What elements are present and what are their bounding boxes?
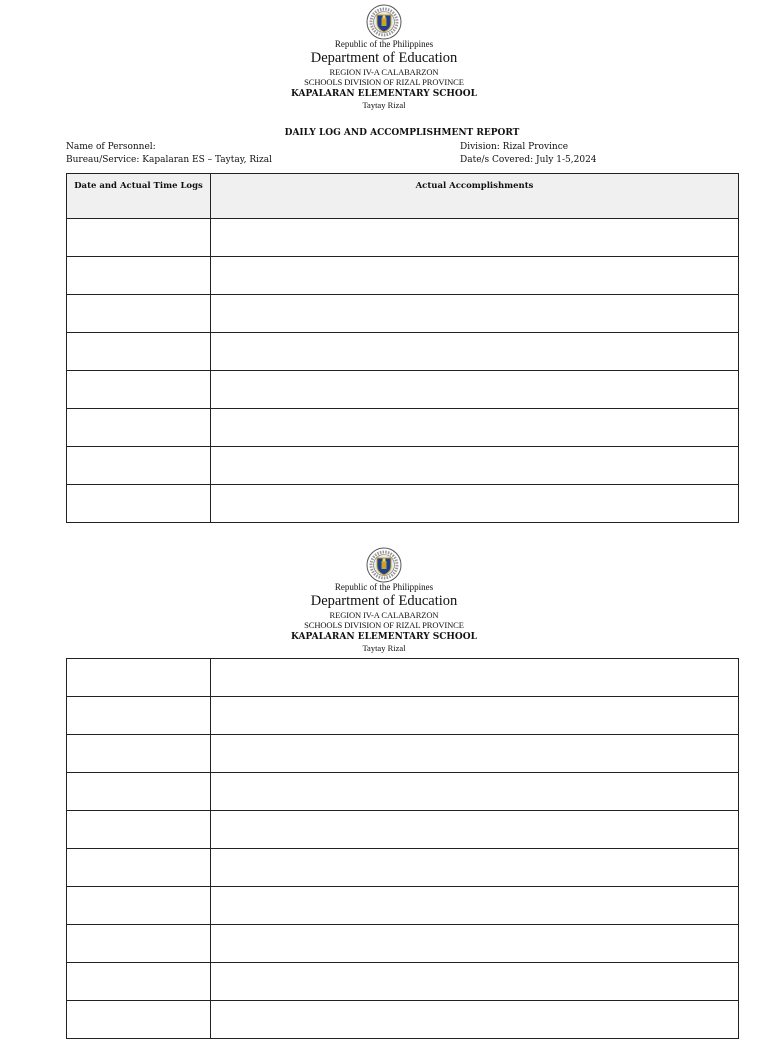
region-label: REGION IV-A CALABARZON xyxy=(329,66,439,77)
table-row xyxy=(67,887,739,925)
table-row xyxy=(67,447,739,485)
table-row xyxy=(67,409,739,447)
date-cell[interactable] xyxy=(67,735,211,773)
deped-seal-icon xyxy=(366,4,402,40)
accomplishment-cell[interactable] xyxy=(211,849,739,887)
table-row xyxy=(67,1001,739,1039)
date-cell[interactable] xyxy=(67,295,211,333)
date-cell[interactable] xyxy=(67,447,211,485)
accomplishment-cell[interactable] xyxy=(211,219,739,257)
table-row xyxy=(67,849,739,887)
column-header-accomplishments: Actual Accomplishments xyxy=(211,174,739,219)
name-of-personnel-label: Name of Personnel: xyxy=(66,142,156,152)
deped-seal-icon xyxy=(366,547,402,583)
town-label: Taytay Rizal xyxy=(362,99,406,110)
division-info-label: Division: Rizal Province xyxy=(460,142,569,152)
table-row xyxy=(67,333,739,371)
accomplishment-cell[interactable] xyxy=(211,659,739,697)
table-row xyxy=(67,697,739,735)
date-cell[interactable] xyxy=(67,333,211,371)
accomplishment-cell[interactable] xyxy=(211,735,739,773)
page-header xyxy=(0,547,768,652)
table-row xyxy=(67,811,739,849)
town-label: Taytay Rizal xyxy=(362,642,406,653)
bureau-service-label: Bureau/Service: Kapalaran ES – Taytay, Rizal xyxy=(66,155,272,165)
table-row xyxy=(67,257,739,295)
date-cell[interactable] xyxy=(67,257,211,295)
date-cell[interactable] xyxy=(67,1001,211,1039)
date-cell[interactable] xyxy=(67,811,211,849)
table-row xyxy=(67,659,739,697)
date-cell[interactable] xyxy=(67,773,211,811)
table-row xyxy=(67,773,739,811)
school-name: KAPALARAN ELEMENTARY SCHOOL xyxy=(291,88,477,99)
accomplishment-cell[interactable] xyxy=(211,697,739,735)
region-label: REGION IV-A CALABARZON xyxy=(329,609,439,620)
accomplishment-cell[interactable] xyxy=(211,1001,739,1039)
accomplishment-cell[interactable] xyxy=(211,925,739,963)
accomplishment-cell[interactable] xyxy=(211,963,739,1001)
date-cell[interactable] xyxy=(67,887,211,925)
table-row xyxy=(67,219,739,257)
table-row xyxy=(67,295,739,333)
page-header xyxy=(0,4,768,109)
accomplishment-cell[interactable] xyxy=(211,773,739,811)
accomplishment-cell[interactable] xyxy=(211,295,739,333)
date-cell[interactable] xyxy=(67,219,211,257)
table-row xyxy=(67,735,739,773)
accomplishment-cell[interactable] xyxy=(211,257,739,295)
date-cell[interactable] xyxy=(67,925,211,963)
division-label: SCHOOLS DIVISION OF RIZAL PROVINCE xyxy=(304,620,464,630)
accomplishment-cell[interactable] xyxy=(211,409,739,447)
log-table xyxy=(66,173,739,523)
accomplishment-cell[interactable] xyxy=(211,811,739,849)
republic-label: Republic of the Philippines xyxy=(334,39,434,49)
accomplishment-cell[interactable] xyxy=(211,447,739,485)
date-cell[interactable] xyxy=(67,659,211,697)
table-row xyxy=(67,371,739,409)
date-cell[interactable] xyxy=(67,485,211,523)
division-label: SCHOOLS DIVISION OF RIZAL PROVINCE xyxy=(304,77,464,87)
table-header-row xyxy=(67,174,739,219)
log-table-continued xyxy=(66,658,739,1039)
date-cell[interactable] xyxy=(67,697,211,735)
department-label: Department of Education xyxy=(310,593,458,609)
department-label: Department of Education xyxy=(310,50,458,66)
school-name: KAPALARAN ELEMENTARY SCHOOL xyxy=(291,631,477,642)
report-title: DAILY LOG AND ACCOMPLISHMENT REPORT xyxy=(284,128,520,138)
table-row xyxy=(67,925,739,963)
accomplishment-cell[interactable] xyxy=(211,887,739,925)
accomplishment-cell[interactable] xyxy=(211,485,739,523)
date-cell[interactable] xyxy=(67,849,211,887)
accomplishment-cell[interactable] xyxy=(211,333,739,371)
table-row xyxy=(67,485,739,523)
date-cell[interactable] xyxy=(67,409,211,447)
republic-label: Republic of the Philippines xyxy=(334,582,434,592)
dates-covered-label: Date/s Covered: July 1-5,2024 xyxy=(460,155,597,165)
date-cell[interactable] xyxy=(67,371,211,409)
column-header-date: Date and Actual Time Logs xyxy=(67,174,211,219)
date-cell[interactable] xyxy=(67,963,211,1001)
accomplishment-cell[interactable] xyxy=(211,371,739,409)
table-row xyxy=(67,963,739,1001)
